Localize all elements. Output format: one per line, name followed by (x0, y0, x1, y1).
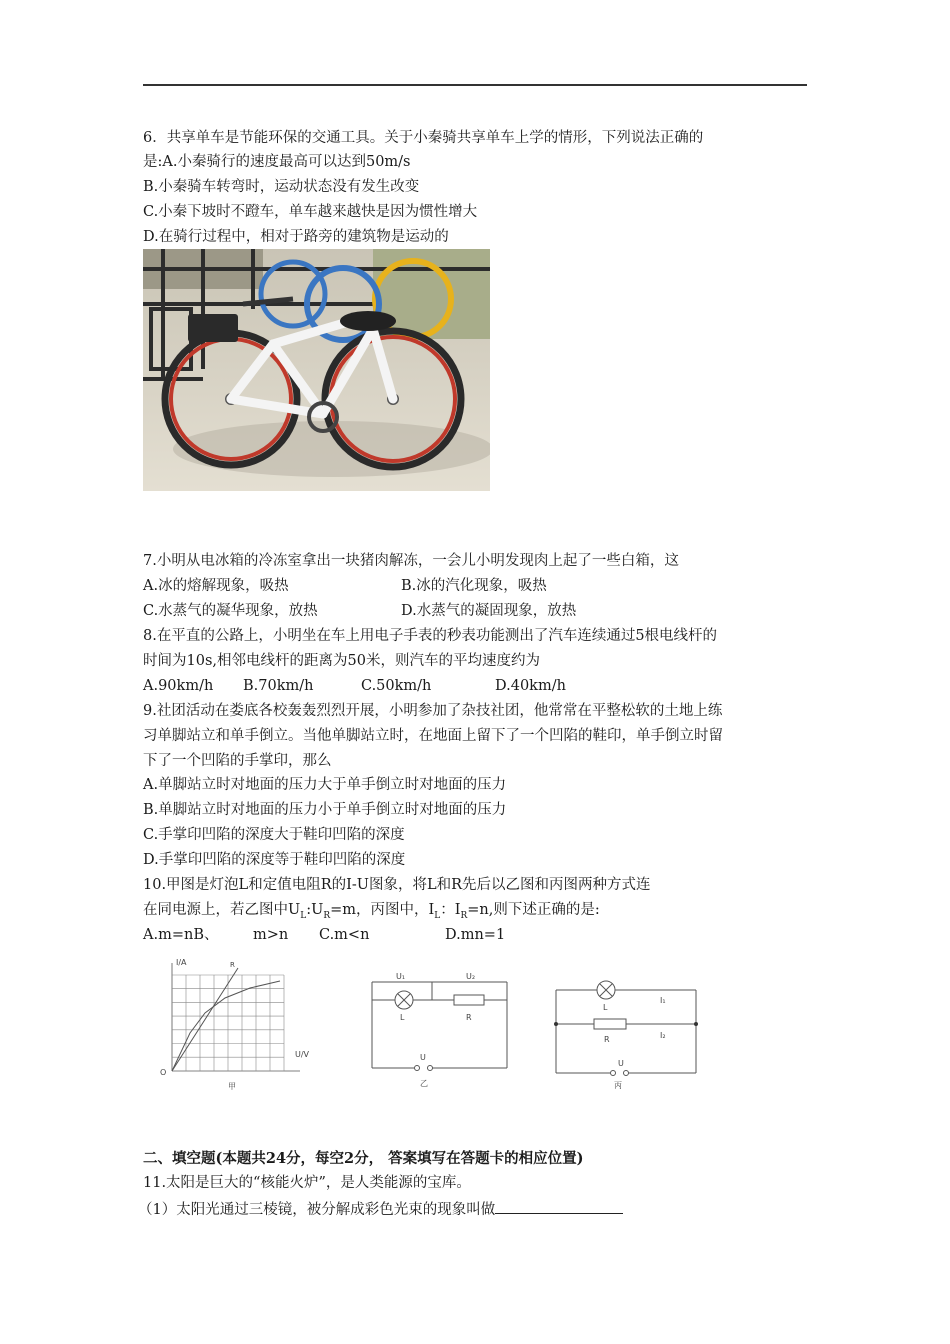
q10-text-e: =n,则下述正确的是: (467, 902, 600, 918)
q7-option-b: B.冰的汽化现象，吸热 (401, 578, 547, 594)
q7-option-row1 (143, 576, 547, 596)
answer-blank[interactable] (495, 1198, 623, 1214)
q8-option-b: B.70km/h (243, 678, 314, 694)
q10-sub-l2: L (434, 910, 441, 921)
q9-option-a: A.单脚站立时对地面的压力大于单手倒立时对地面的压力 (143, 777, 507, 793)
q11-sub1: （1）太阳光通过三棱镜，被分解成彩色光束的现象叫做 (138, 1202, 496, 1218)
q9-stem-line2: 习单脚站立和单手倒立。当他单脚站立时，在地面上留下了一个凹陷的鞋印，单手倒立时留 (143, 728, 723, 744)
q10-text-b: :U (306, 902, 324, 918)
section2-title: 二、填空题(本题共24分，每空2分， 答案填写在答题卡的相应位置) (143, 1150, 584, 1167)
q11-sub1-line (138, 1198, 623, 1220)
jia-caption: 甲 (228, 1082, 236, 1091)
q9-option-c: C.手掌印凹陷的深度大于鞋印凹陷的深度 (143, 827, 405, 843)
q7-stem: 7.小明从电冰箱的冷冻室拿出一块猪肉解冻，一会儿小明发现肉上起了一些白箱，这 (143, 553, 679, 569)
q8-option-c: C.50km/h (361, 678, 432, 694)
q8-option-a: A.90km/h (143, 678, 214, 694)
q10-sub-r2: R (460, 910, 468, 921)
q7-option-a: A.冰的熔解现象，吸热 (143, 578, 289, 594)
jia-ylabel: I/A (176, 958, 187, 967)
q9-option-d: D.手掌印凹陷的深度等于鞋印凹陷的深度 (143, 852, 406, 868)
q8-stem-line2: 时间为10s,相邻电线杆的距离为50米，则汽车的平均速度约为 (143, 653, 540, 669)
q7-option-d: D.水蒸气的凝固现象，放热 (401, 603, 577, 619)
q10-stem-line2 (143, 900, 600, 926)
q10-sub-l1: L (300, 910, 307, 921)
q6-option-d: D.在骑行过程中，相对于路旁的建筑物是运动的 (143, 229, 449, 245)
bing-i2-label: I₂ (660, 1031, 666, 1040)
q10-text-d: ：I (440, 902, 461, 918)
q6-stem-line1: 6．共享单车是节能环保的交通工具。关于小秦骑共享单车上学的情形，下列说法正确的 (143, 130, 704, 146)
yi-source-label: U (420, 1053, 426, 1062)
q8-option-d: D.40km/h (495, 678, 566, 694)
q6-option-c: C.小秦下坡时不蹬车，单车越来越快是因为惯性增大 (143, 204, 478, 220)
q10-sub-r1: R (323, 910, 331, 921)
q6-option-b: B.小秦骑车转弯时，运动状态没有发生改变 (143, 179, 420, 195)
yi-u1: U₁ (396, 972, 406, 981)
q9-stem-line1: 9.社团活动在娄底各校轰轰烈烈开展，小明参加了杂技社团，他常常在平整松软的土地上练 (143, 703, 723, 719)
q8-option-row (143, 676, 566, 696)
bing-resistor-label: R (604, 1035, 610, 1044)
q10-option-c: C.m<n (319, 927, 370, 943)
shared-bike-photo (143, 249, 490, 491)
q6-stem-line2: 是:A.小秦骑行的速度最高可以达到50m/s (143, 154, 411, 170)
q9-stem-line3: 下了一个凹陷的手掌印，那么 (143, 753, 332, 769)
q10-option-d: D.mn=1 (445, 927, 506, 943)
q7-option-row2 (143, 601, 577, 621)
yi-lamp-label: L (400, 1013, 405, 1022)
bing-lamp-label: L (603, 1003, 608, 1012)
bing-source-label: U (618, 1059, 624, 1068)
jia-xlabel: U/V (295, 1050, 310, 1059)
q10-text-a: 在同电源上，若乙图中U (143, 902, 301, 918)
q10-option-a: A.m=nB、 (143, 927, 219, 943)
q8-stem-line1: 8.在平直的公路上，小明坐在车上用电子手表的秒表功能测出了汽车连续通过5根电线杆的 (143, 628, 718, 644)
q10-stem-line1: 10.甲图是灯泡L和定值电阻R的I-U图象，将L和R先后以乙图和丙图两种方式连 (143, 877, 651, 893)
q10-option-b: m>n (253, 927, 289, 943)
header-rule (143, 84, 807, 86)
figure-yi-series-circuit (362, 968, 517, 1090)
yi-u2: U₂ (466, 972, 476, 981)
q7-option-c: C.水蒸气的凝华现象，放热 (143, 603, 318, 619)
q11-stem: 11.太阳是巨大的“核能火炉”，是人类能源的宝库。 (143, 1175, 471, 1191)
figure-bing-parallel-circuit (548, 978, 703, 1093)
bing-i1-label: I₁ (660, 996, 666, 1005)
q10-option-row (143, 925, 506, 945)
q10-text-c: =m，丙图中，I (330, 902, 435, 918)
jia-curve-label: R (230, 961, 235, 969)
yi-resistor-label: R (466, 1013, 472, 1022)
figure-jia-iu-graph (150, 953, 320, 1093)
bing-caption: 丙 (614, 1081, 622, 1090)
q9-option-b: B.单脚站立时对地面的压力小于单手倒立时对地面的压力 (143, 802, 507, 818)
jia-origin: O (160, 1068, 167, 1077)
yi-caption: 乙 (420, 1079, 428, 1088)
